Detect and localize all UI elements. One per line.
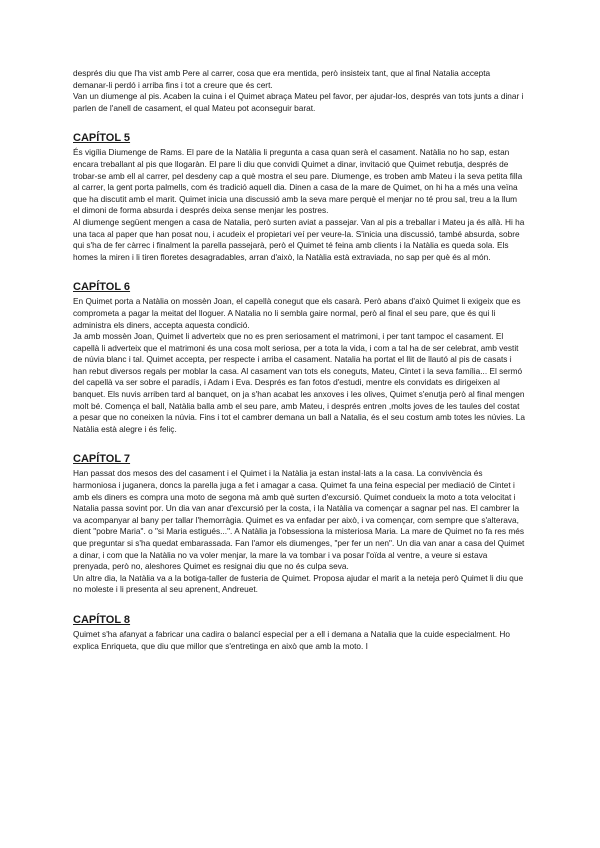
chapter-6 [73,281,525,435]
chapter-title: CAPÍTOL 8 [73,613,131,626]
spacer [73,263,525,272]
chapter-7 [73,453,525,596]
chapter-title: CAPÍTOL 5 [73,132,131,145]
chapter-paragraph: Han passat dos mesos des del casament i el Quimet i la Natàlia ja estan instal·lats a la casa. La convivència és harmoniosa i juganera, doncs la parella juga a fet i amagar a casa. Quimet fa una feina especial per mediació de Cintet i amb els diners es compra una moto de segona mà amb què surten d'excursió. Quimet condueix la moto a tota velocitat i Natalia passa sovint por. Un dia van anar d'excursió per la costa, i la Natàlia va començar a sagnar pel nas. El cambrer la va acompanyar al bany per tallar l'hemorràgia. Quimet es va enfadar per això, i va començar, com sempre que s'alterava, dient "pobre Maria". o "si Maria estigués...". A Natàlia ja l'obsessiona la misteriosa Maria. La mare de Quimet no fa res més que preguntar si s'ha quedat embarassada. Fan l'amor els diumenges, "per fer un nen". Un dia van anar a casa del Quimet a dinar, i com que la Natàlia no va voler menjar, la mare la va tombar i va posar l'oïda al ventre, a veure si estava prenyada, però no, aleshores Quimet es resignai diu que no és culpa seva. [73,468,525,572]
chapter-5 [73,132,525,263]
chapter-paragraph: És vigília Diumenge de Rams. El pare de la Natàlia li pregunta a casa quan serà el casament. Natàlia no ho sap, estan encara treballant al pis que llogaràn. El pare li diu que convidi Quimet a dinar, invitació que Quimet rebutja, després de trobar-se amb ell al carrer, pel desdeny cap a què mostra el seu pare. Diumenge, es troben amb Mateu i la seva petita filla al carrer, la gent porta palmells, com és tradició aquell dia. Dinen a casa de la mare de Quimet, on hi ha a més una veïna que ha discutit amb el marit. Quimet inicia una discussió amb la seva mare perquè el menjar no té prou sal, treu a la llum el dimoni de forma absurda i després deixa sense menjar les postres. [73,147,523,216]
chapter-paragraph: Al diumenge següent mengen a casa de Natalia, però surten aviat a passejar. Van al pis a treballar i Mateu ja és allà. Hi ha una taca al paper que han posat nou, i acudeix el propietari veí per veure-la. S'inicia una discussió, també absurda, sobre qui s'ha de fer càrrec i finalment la parella passejarà, però el Quimet té feina amb clients i la Natàlia es queda sola. Els homes la miren i li tiren floretes desagradables, arran d'això, la Natàlia està extraviada, no sap per què és al món. [73,216,525,262]
intro-paragraph-1: després diu que l'ha vist amb Pere al carrer, cosa que era mentida, però insisteix tant, que al final Natalia accepta demanar-li perdó i arriba fins i tot a creure que és cert. [73,68,491,90]
document-page [73,68,525,652]
chapter-title: CAPÍTOL 7 [73,453,131,466]
chapter-title: CAPÍTOL 6 [73,281,131,294]
spacer [73,114,525,123]
spacer [73,596,525,605]
chapter-paragraph: Quimet s'ha afanyat a fabricar una cadira o balancí especial per a ell i demana a Natalia que la cuide especialment. Ho explica Enriqueta, que diu que millor que s'entretinga en això que amb la moto. I [73,628,510,651]
spacer [73,435,525,444]
intro-paragraph-2: Van un diumenge al pis. Acaben la cuina i el Quimet abraça Mateu pel favor, per ajudar-los, després van tots junts a dinar i parlen de l'anell de casament, el qual Mateu pot aconseguir barat. [73,91,524,113]
chapter-paragraph: Un altre dia, la Natàlia va a la botiga-taller de fusteria de Quimet. Proposa ajudar el marit a la neteja però Quimet li diu que no moleste i li presenta al seu aprenent, Andreuet. [73,572,524,595]
chapter-paragraph: Ja amb mossèn Joan, Quimet li adverteix que no es pren seriosament el matrimoni, i per tant tampoc el casament. El capellà li adverteix que el matrimoni és una cosa molt seriosa, per a tota la vida, i com a tal ha de ser celebrat, amb vestit de núvia blanc i tal. Quimet accepta, per respecte i arriba el casament. Natalia ha portat el llit de llautó al pis de casats i han rebut diversos regals per moblar la casa. Al casament van tots els coneguts, Mateu, Cintet i la seva família... El sermó del capellà va ser sobre el paradís, i Adam i Eva. Després es fan fotos d'estudi, mentre els convidats es dirigeixen al banquet. Els nuvis arriben tard al banquet, on ja s'han acabat les anxoves i les olives, Quimet s'enutja però al final mengen molt bé. Comença el ball, Natàlia balla amb el seu pare, amb Mateu, i després entren ,molts joves de les taules del costat a pesar que no coneixen la núvia. Fins i tot el cambrer demana un ball a Natalia, és el seu costum amb totes les núvies. La Natàlia està alegre i és feliç. [73,331,525,434]
chapter-8 [73,614,525,652]
chapter-paragraph: En Quimet porta a Natàlia on mossèn Joan, el capellà conegut que els casarà. Però abans d'això Quimet li exigeix que es comprometa a pagar la meitat del lloguer. A Natalia no li sembla gaire normal, però al final el seu pare, que és qui li administra els diners, accepta aquesta condició. [73,296,521,330]
